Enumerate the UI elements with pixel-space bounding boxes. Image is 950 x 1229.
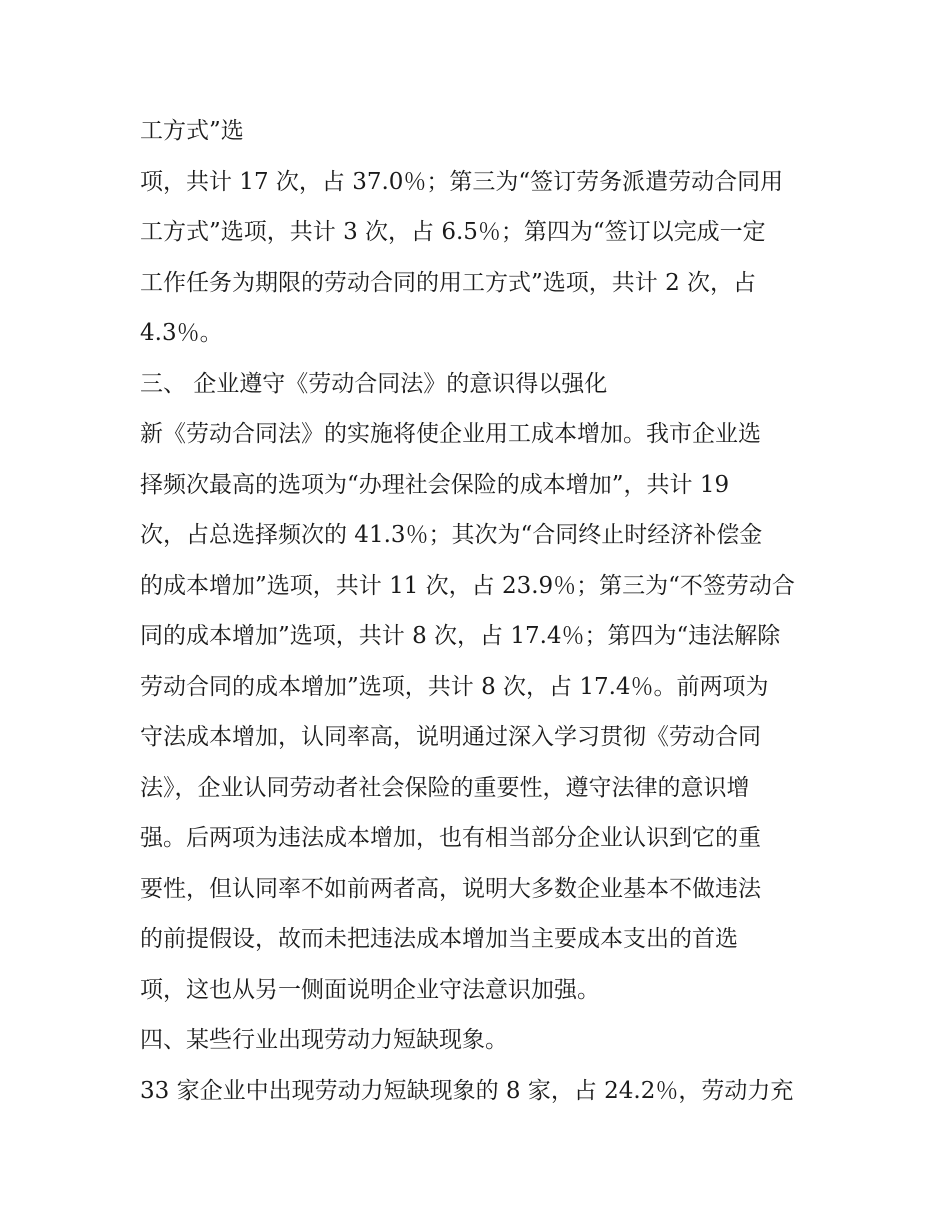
text-line: 守法成本增加，认同率高，说明通过深入学习贯彻《劳动合同 (140, 724, 761, 750)
section-heading-4: 四、某些行业出现劳动力短缺现象。 (140, 1027, 508, 1053)
text-line: 择频次最高的选项为“办理社会保险的成本增加”，共计 19 (140, 471, 730, 498)
text-line: 4.3％。 (140, 320, 223, 346)
text-line: 法》，企业认同劳动者社会保险的重要性，遵守法律的意识增 (140, 774, 750, 801)
text-line: 工方式”选 (140, 118, 244, 144)
text-line: 工作任务为期限的劳动合同的用工方式”选项，共计 2 次，占 (140, 269, 757, 296)
text-line: 工方式”选项，共计 3 次，占 6.5％；第四为“签订以完成一定 (140, 219, 766, 245)
section-heading-3: 三、 企业遵守《劳动合同法》的意识得以强化 (140, 370, 608, 397)
text-line: 要性，但认同率不如前两者高，说明大多数企业基本不做违法 (140, 875, 761, 902)
text-line: 新《劳动合同法》的实施将使企业用工成本增加。我市企业选 (140, 421, 761, 447)
text-line: 的前提假设，故而未把违法成本增加当主要成本支出的首选 (140, 926, 738, 952)
text-line: 次，占总选择频次的 41.3％；其次为“合同终止时经济补偿金 (140, 522, 763, 548)
text-line: 项，共计 17 次，占 37.0％；第三为“签订劳务派遣劳动合同用 (140, 168, 784, 195)
text-line: 同的成本增加”选项，共计 8 次，占 17.4％；第四为“违法解除 (140, 623, 781, 649)
body-text (140, 106, 820, 1116)
text-line: 33 家企业中出现劳动力短缺现象的 8 家，占 24.2％，劳动力充 (140, 1077, 794, 1104)
text-line: 的成本增加”选项，共计 11 次，占 23.9％；第三为“不签劳动合 (140, 572, 795, 599)
text-line: 项，这也从另一侧面说明企业守法意识加强。 (140, 976, 600, 1003)
text-line: 强。后两项为违法成本增加，也有相当部分企业认识到它的重 (140, 825, 761, 851)
text-line: 劳动合同的成本增加”选项，共计 8 次，占 17.4％。前两项为 (140, 673, 769, 700)
